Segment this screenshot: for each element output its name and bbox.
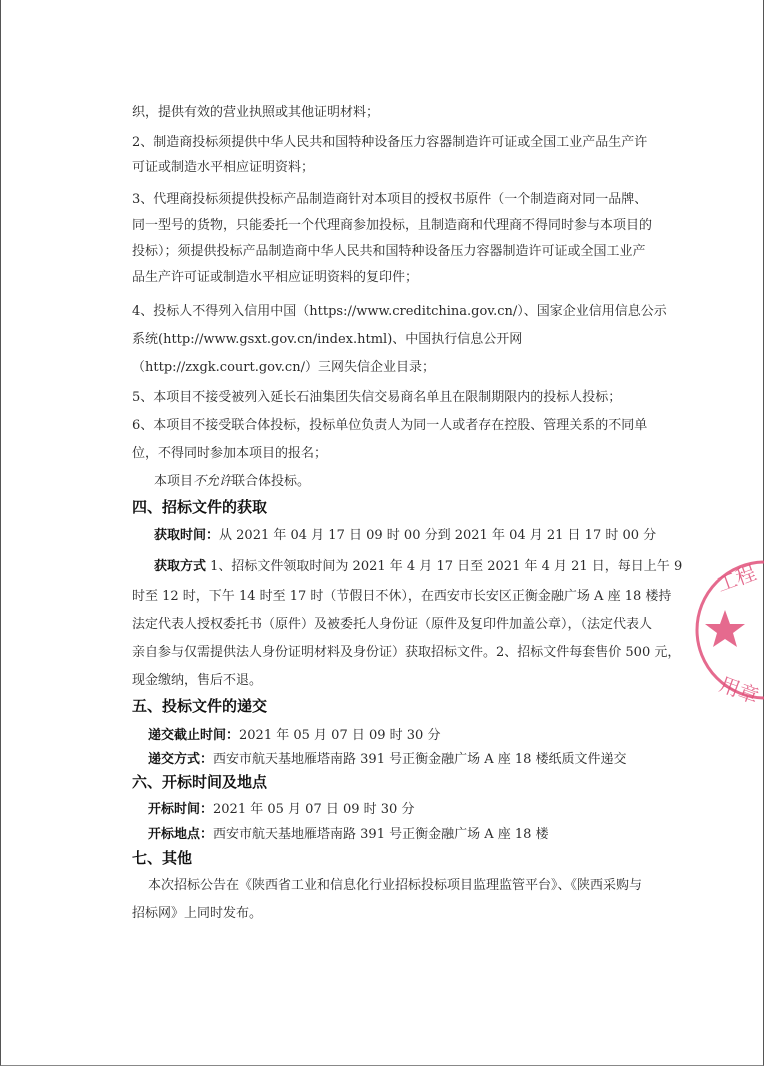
- obtain-method-line: 亲自参与仅需提供法人身份证明材料及身份证）获取招标文件。2、招标文件每套售价 500 元，: [132, 645, 681, 660]
- section-heading-7: 七、其他: [132, 849, 193, 867]
- consortium-statement: 本项目不允许联合体投标。: [154, 474, 311, 489]
- requirement-line: 可证或制造水平相应证明资料；: [132, 160, 315, 175]
- requirement-line: 位，不得同时参加本项目的报名；: [132, 446, 328, 461]
- requirement-line: 2、制造商投标须提供中华人民共和国特种设备压力容器制造许可证或全国工业产品生产许: [132, 135, 648, 150]
- requirement-line: 品生产许可证或制造水平相应证明资料的复印件；: [132, 270, 419, 285]
- obtain-method-line: 现金缴纳，售后不退。: [132, 673, 263, 688]
- svg-text:工程: 工程: [713, 560, 760, 597]
- publication-note: 本次招标公告在《陕西省工业和信息化行业招标投标项目监理监管平台》、《陕西采购与: [148, 878, 643, 893]
- opening-place: 开标地点：西安市航天基地雁塔南路 391 号正衡金融广场 A 座 18 楼: [148, 827, 549, 842]
- requirement-line: 系统(http://www.gsxt.gov.cn/index.html)、中国执行信息公开网: [132, 332, 523, 347]
- requirement-line: 织，提供有效的营业执照或其他证明材料；: [132, 105, 380, 120]
- requirement-line: 5、本项目不接受被列入延长石油集团失信交易商名单且在限制期限内的投标人投标；: [132, 390, 622, 405]
- requirement-line: 投标）；须提供投标产品制造商中华人民共和国特种设备压力容器制造许可证或全国工业产: [132, 244, 646, 259]
- submission-method: 递交方式：西安市航天基地雁塔南路 391 号正衡金融广场 A 座 18 楼纸质文件递交: [148, 752, 627, 767]
- submission-deadline: 递交截止时间：2021 年 05 月 07 日 09 时 30 分: [148, 728, 441, 743]
- requirement-line: 6、本项目不接受联合体投标，投标单位负责人为同一人或者存在控股、管理关系的不同单: [132, 418, 648, 433]
- obtain-time: 获取时间：从 2021 年 04 月 17 日 09 时 00 分到 2021 年 04 月 21 日 17 时 00 分: [154, 528, 657, 543]
- consortium-emphasis: 不允许: [193, 474, 233, 489]
- opening-time: 开标时间：2021 年 05 月 07 日 09 时 30 分: [148, 802, 415, 817]
- obtain-method: 获取方式 1、招标文件领取时间为 2021 年 4 月 17 日至 2021 年 4 月 21 日，每日上午 9: [154, 559, 683, 574]
- svg-text:用章: 用章: [716, 672, 763, 709]
- section-heading-5: 五、投标文件的递交: [132, 697, 268, 715]
- obtain-method-line: 法定代表人授权委托书（原件）及被委托人身份证（原件及复印件加盖公章），（法定代表人: [132, 617, 653, 632]
- publication-note: 招标网》上同时发布。: [132, 906, 263, 921]
- requirement-line: 4、投标人不得列入信用中国（https://www.creditchina.gov.cn/）、国家企业信用信息公示: [132, 304, 667, 319]
- requirement-line: 3、代理商投标须提供投标产品制造商针对本项目的授权书原件（一个制造商对同一品牌、: [132, 192, 648, 207]
- requirement-line: （http://zxgk.court.gov.cn/）三网失信企业目录；: [132, 360, 435, 375]
- section-heading-4: 四、招标文件的获取: [132, 498, 268, 516]
- section-heading-6: 六、开标时间及地点: [132, 773, 268, 791]
- obtain-method-line: 时至 12 时，下午 14 时至 17 时（节假日不休），在西安市长安区正衡金融广场 A 座 18 楼持: [132, 589, 672, 604]
- official-seal-icon: [690, 548, 764, 728]
- requirement-line: 同一型号的货物，只能委托一个代理商参加投标，且制造商和代理商不得同时参与本项目的: [132, 218, 653, 233]
